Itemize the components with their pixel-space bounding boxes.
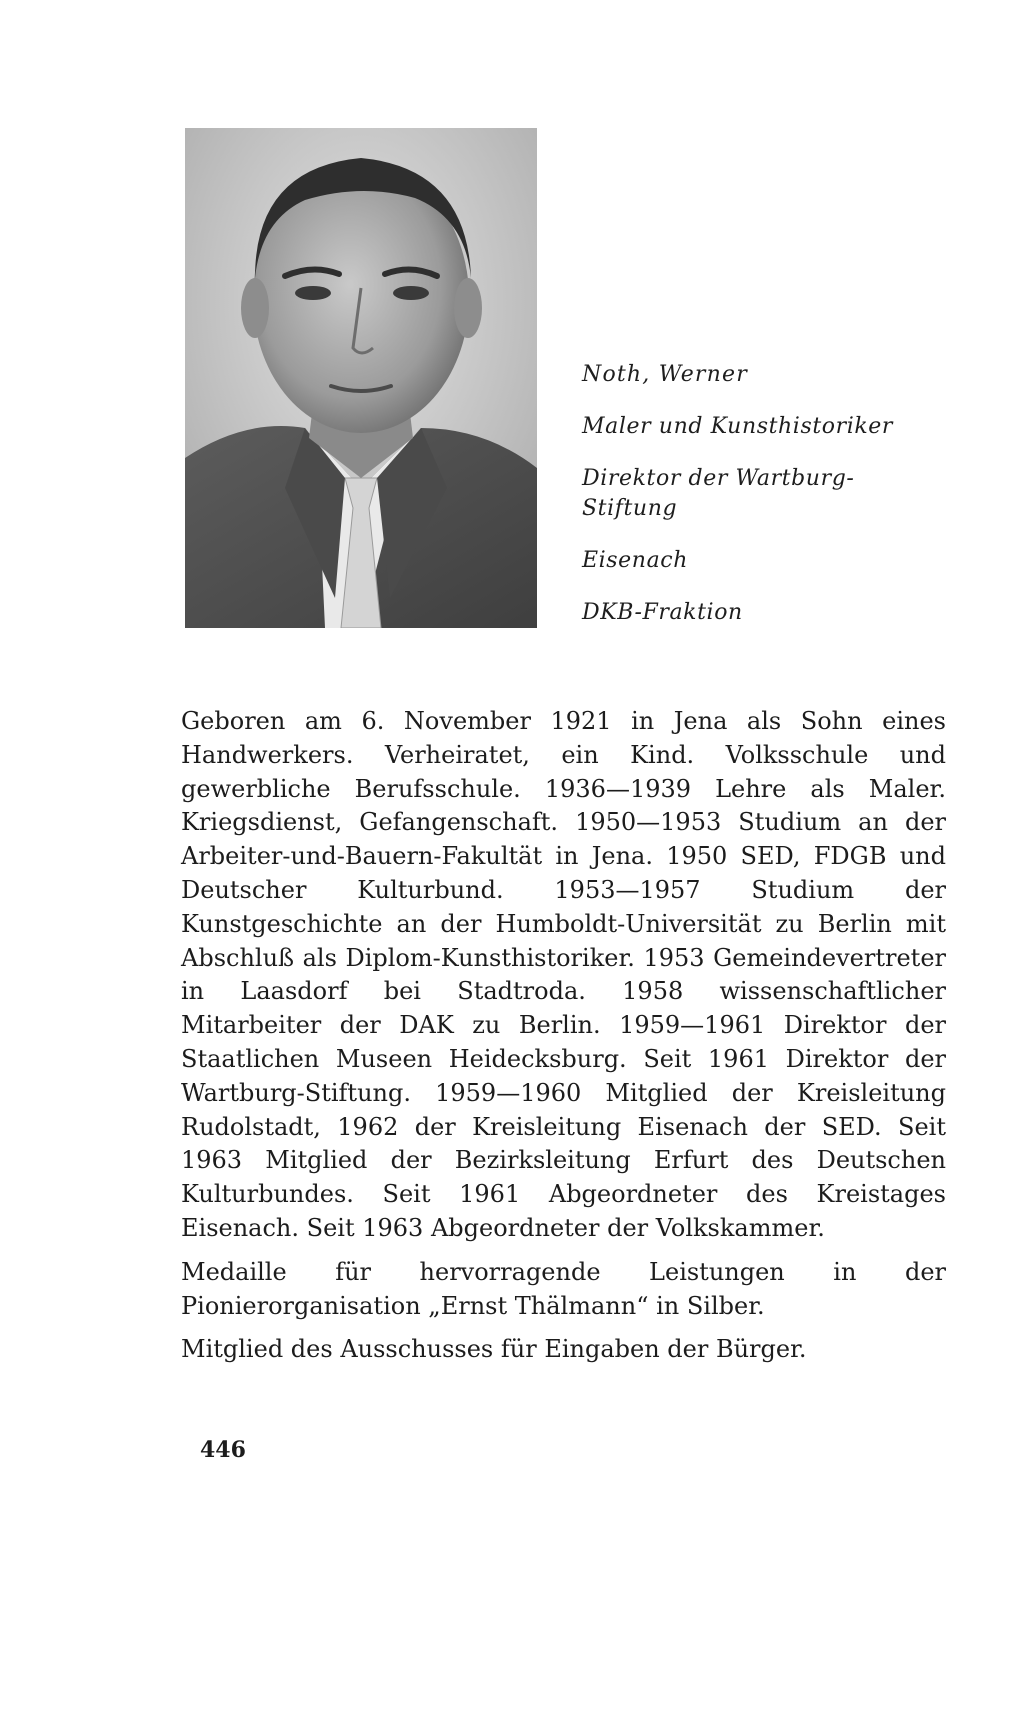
biography-main-paragraph: Geboren am 6. November 1921 in Jena als Sohn eines Handwerkers. Verheiratet, ein Kind. Volksschule und gewerbliche Berufsschule. 1936—1939 Lehre als Maler. Kriegsdienst, Gefangenschaft. 1950—1953 Studium an der Arbeiter-und-Bauern-Fakultät in Jena. 1950 SED, FDGB und Deutscher Kulturbund. 1953—1957 Studium der Kunstgeschichte an der Humboldt-Universität zu Berlin mit Abschluß als Diplom-Kunsthistoriker. 1953 Gemeindevertreter in Laasdorf bei Stadtroda. 1958 wissenschaftlicher Mitarbeiter der DAK zu Berlin. 1959—1961 Direktor der Staatlichen Museen Heidecksburg. Seit 1961 Direktor der Wartburg-Stiftung. 1959—1960 Mitglied der Kreisleitung Rudolstadt, 1962 der Kreisleitung Eisenach der SED. Seit 1963 Mitglied der Bezirksleitung Erfurt des Deutschen Kulturbundes. Seit 1961 Abgeordneter des Kreistages Eisenach. Seit 1963 Abgeordneter der Volkskammer.: [181, 707, 946, 1242]
person-name: Noth, Werner: [582, 362, 748, 387]
biography-committee-paragraph: Mitglied des Ausschusses für Eingaben der Bürger.: [181, 1335, 807, 1364]
person-faction: DKB-Fraktion: [582, 600, 743, 625]
portrait-image: [185, 128, 537, 628]
portrait-photo: [185, 128, 537, 628]
biography-award-paragraph: Medaille für hervorragende Leistungen in der Pionierorganisation „Ernst Thälmann“ in Silber.: [181, 1257, 946, 1320]
portrait-caption: [582, 360, 1002, 650]
person-position-line1: Direktor der Wartburg-: [582, 466, 855, 491]
person-position-line2: Stiftung: [582, 496, 678, 521]
person-location: Eisenach: [582, 548, 688, 573]
biography: [181, 705, 946, 1377]
person-position: [582, 464, 1002, 524]
person-occupation: Maler und Kunsthistoriker: [582, 414, 894, 439]
page-number: 446: [200, 1437, 246, 1463]
